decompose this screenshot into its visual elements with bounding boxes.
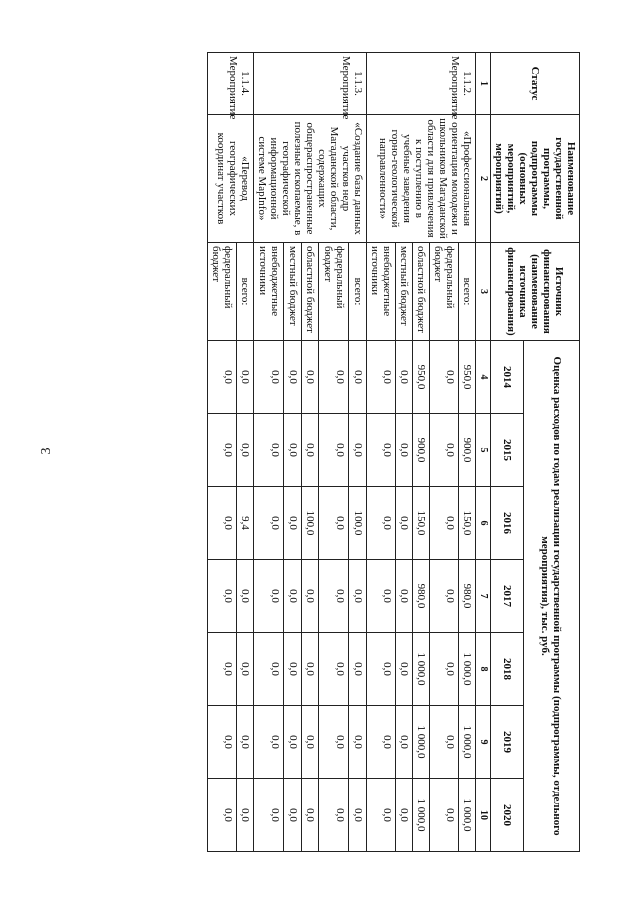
value-cell: 150,0	[413, 487, 430, 560]
header-source: Источник финансирования (наименование источника финансирования)	[491, 243, 580, 341]
source-cell: областной бюджет	[301, 243, 319, 341]
status-cell	[254, 53, 367, 120]
value-cell: 0,0	[349, 779, 367, 852]
source-cell: всего:	[349, 243, 367, 341]
value-cell: 0,0	[237, 414, 254, 487]
value-cell: 900,0	[459, 414, 476, 487]
value-cell: 0,0	[208, 341, 237, 414]
value-cell: 0,0	[319, 414, 349, 487]
source-cell: областной бюджет	[413, 243, 430, 341]
value-cell: 0,0	[208, 560, 237, 633]
value-cell: 0,0	[319, 706, 349, 779]
table-body	[208, 53, 491, 852]
table-row	[237, 53, 254, 852]
value-cell: 0,0	[367, 341, 396, 414]
source-cell: всего:	[237, 243, 254, 341]
column-number: 10	[476, 779, 491, 852]
column-number: 2	[476, 115, 491, 243]
value-cell: 0,0	[237, 341, 254, 414]
value-cell: 0,0	[430, 487, 459, 560]
value-cell: 1 000,0	[413, 779, 430, 852]
value-cell: 0,0	[349, 341, 367, 414]
column-number: 4	[476, 341, 491, 414]
table-row	[349, 53, 367, 852]
page-number: 3	[39, 447, 54, 455]
header-year: 2020	[491, 779, 524, 852]
value-cell: 0,0	[254, 706, 284, 779]
value-cell: 0,0	[319, 633, 349, 706]
source-cell: федеральный бюджет	[319, 243, 349, 341]
value-cell: 0,0	[396, 706, 413, 779]
source-cell: внебюджетные источники	[254, 243, 284, 341]
value-cell: 0,0	[284, 633, 302, 706]
value-cell: 980,0	[459, 560, 476, 633]
value-cell: 0,0	[284, 414, 302, 487]
header-year: 2017	[491, 560, 524, 633]
value-cell: 0,0	[396, 633, 413, 706]
value-cell: 0,0	[367, 560, 396, 633]
item-code: 1.1.4.	[239, 71, 251, 96]
budget-table	[207, 52, 580, 852]
value-cell: 0,0	[301, 341, 319, 414]
value-cell: 0,0	[237, 560, 254, 633]
value-cell: 0,0	[301, 414, 319, 487]
value-cell: 0,0	[349, 706, 367, 779]
item-status: Мероприятие	[227, 56, 239, 120]
value-cell: 0,0	[349, 414, 367, 487]
value-cell: 0,0	[430, 341, 459, 414]
value-cell: 1 000,0	[459, 706, 476, 779]
item-code: 1.1.2.	[461, 71, 473, 96]
value-cell: 0,0	[396, 414, 413, 487]
value-cell: 0,0	[208, 633, 237, 706]
value-cell: 0,0	[208, 487, 237, 560]
value-cell: 950,0	[413, 341, 430, 414]
column-number: 8	[476, 633, 491, 706]
value-cell: 0,0	[319, 560, 349, 633]
value-cell: 0,0	[367, 633, 396, 706]
value-cell: 0,0	[430, 706, 459, 779]
value-cell: 980,0	[413, 560, 430, 633]
header-year: 2014	[491, 341, 524, 414]
column-number: 3	[476, 243, 491, 341]
rotated-table-wrapper	[60, 52, 580, 852]
item-status: Мероприятие	[449, 56, 461, 120]
value-cell: 0,0	[396, 487, 413, 560]
value-cell: 900,0	[413, 414, 430, 487]
value-cell: 0,0	[284, 706, 302, 779]
value-cell: 0,0	[430, 633, 459, 706]
column-number-row	[476, 53, 491, 852]
value-cell: 0,0	[319, 341, 349, 414]
value-cell: 0,0	[284, 487, 302, 560]
value-cell: 0,0	[254, 633, 284, 706]
status-cell	[208, 53, 254, 120]
item-code: 1.1.3.	[352, 71, 364, 96]
value-cell: 0,0	[430, 414, 459, 487]
value-cell: 0,0	[284, 560, 302, 633]
value-cell: 0,0	[301, 633, 319, 706]
source-cell: местный бюджет	[284, 243, 302, 341]
header-year: 2016	[491, 487, 524, 560]
value-cell: 0,0	[254, 487, 284, 560]
value-cell: 1 000,0	[459, 633, 476, 706]
column-number: 1	[476, 53, 491, 115]
source-cell: федеральный бюджет	[430, 243, 459, 341]
value-cell: 0,0	[367, 487, 396, 560]
value-cell: 0,0	[301, 560, 319, 633]
value-cell: 0,0	[237, 706, 254, 779]
value-cell: 0,0	[367, 706, 396, 779]
value-cell: 0,0	[284, 341, 302, 414]
value-cell: 1 000,0	[413, 633, 430, 706]
table-row	[459, 53, 476, 852]
value-cell: 0,0	[319, 779, 349, 852]
value-cell: 0,0	[301, 779, 319, 852]
source-cell: всего:	[459, 243, 476, 341]
value-cell: 0,0	[430, 779, 459, 852]
source-cell: внебюджетные источники	[367, 243, 396, 341]
value-cell: 100,0	[349, 487, 367, 560]
value-cell: 0,0	[396, 779, 413, 852]
value-cell: 0,0	[367, 779, 396, 852]
source-cell: местный бюджет	[396, 243, 413, 341]
header-year: 2019	[491, 706, 524, 779]
value-cell: 1 000,0	[413, 706, 430, 779]
header-estimate: Оценка расходов по годам реализации государственной программы (подпрограммы, отдельного мероприятия), тыс. руб.	[523, 341, 579, 852]
column-number: 6	[476, 487, 491, 560]
value-cell: 0,0	[237, 633, 254, 706]
header-status: Статус	[491, 53, 580, 115]
column-number: 5	[476, 414, 491, 487]
value-cell: 0,0	[254, 414, 284, 487]
value-cell: 950,0	[459, 341, 476, 414]
value-cell: 0,0	[284, 779, 302, 852]
value-cell: 0,0	[208, 779, 237, 852]
header-year: 2015	[491, 414, 524, 487]
value-cell: 0,0	[396, 341, 413, 414]
value-cell: 100,0	[301, 487, 319, 560]
value-cell: 0,0	[319, 487, 349, 560]
value-cell: 0,0	[349, 560, 367, 633]
value-cell: 0,0	[254, 779, 284, 852]
value-cell: 0,0	[237, 779, 254, 852]
value-cell: 0,0	[254, 560, 284, 633]
value-cell: 0,0	[430, 560, 459, 633]
value-cell: 9,4	[237, 487, 254, 560]
status-cell	[367, 53, 476, 120]
value-cell: 0,0	[301, 706, 319, 779]
item-name: «Перевод географических координат участков	[208, 115, 254, 243]
item-status: Мероприятие	[340, 56, 352, 120]
value-cell: 150,0	[459, 487, 476, 560]
value-cell: 0,0	[208, 706, 237, 779]
header-name: Наименование государственной программы, подпрограммы (основных мероприятий, мероприятий)	[491, 115, 580, 243]
item-name: «Профессиональная ориентация молодежи и школьников Магаданской области для привлечения к поступлению в учебные заведения горно-геологической направленности»	[367, 115, 476, 243]
value-cell: 0,0	[367, 414, 396, 487]
header-year: 2018	[491, 633, 524, 706]
column-number: 7	[476, 560, 491, 633]
value-cell: 1 000,0	[459, 779, 476, 852]
value-cell: 0,0	[208, 414, 237, 487]
item-name: «Создание базы данных участков недр Магаданской области, содержащих общераспространенные полезные ископаемые, в географической информационной системе MapInfo»	[254, 115, 367, 243]
column-number: 9	[476, 706, 491, 779]
value-cell: 0,0	[396, 560, 413, 633]
value-cell: 0,0	[349, 633, 367, 706]
value-cell: 0,0	[254, 341, 284, 414]
source-cell: федеральный бюджет	[208, 243, 237, 341]
